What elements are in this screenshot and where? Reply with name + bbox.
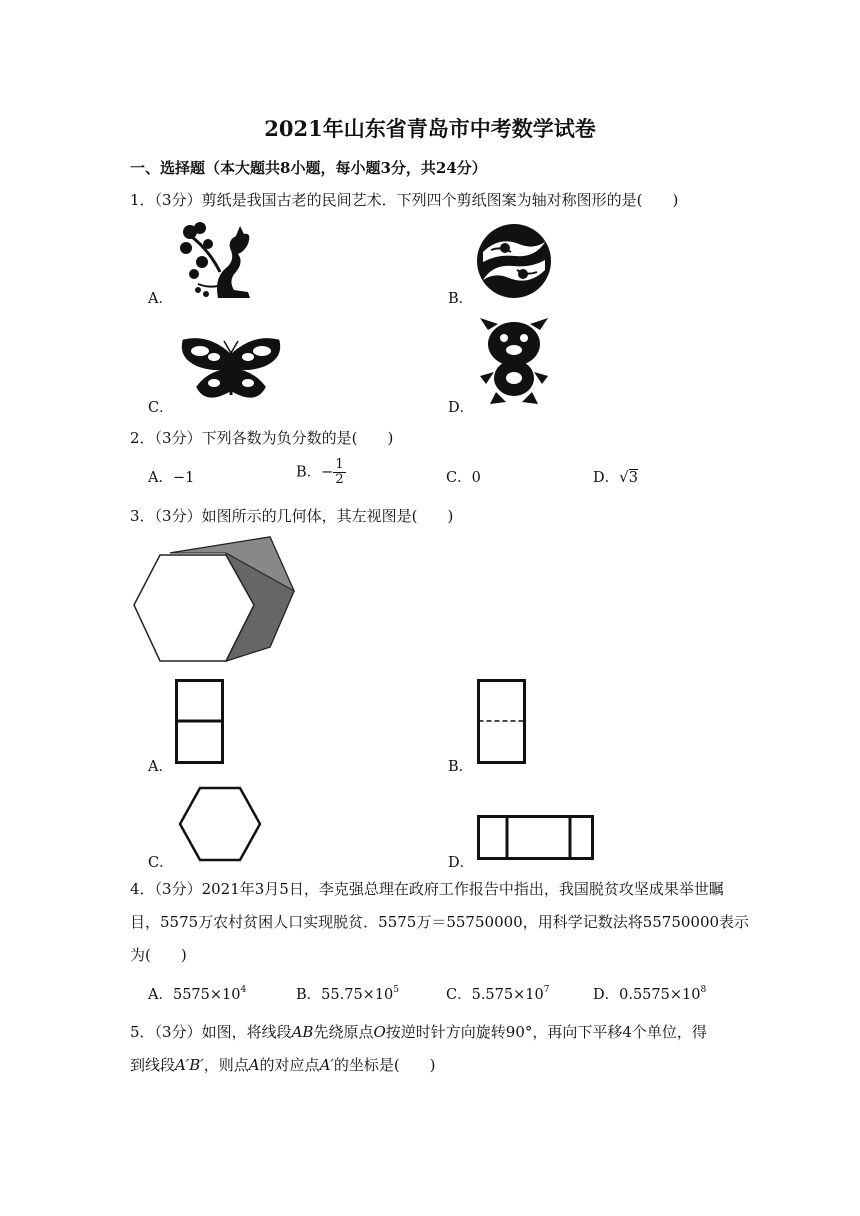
segment-apbp: A′B′ <box>175 1056 204 1074</box>
q5-line-1 <box>130 1021 707 1042</box>
q4-option-d-exponent: 8 <box>700 985 707 995</box>
q4-option-c-text: C．5.575×10 <box>446 987 544 1003</box>
sqrt-radicand: 3 <box>628 470 638 486</box>
papercut-fish-circle-image <box>475 222 553 300</box>
q2-option-d-label: D． <box>593 470 620 486</box>
fraction-numerator: 1 <box>335 457 344 472</box>
q4-line-2: 目，5575万农村贫困人口实现脱贫．5575万＝55750000，用科学记数法将55750000表示 <box>130 913 750 931</box>
q4-option-b-text: B．55.75×10 <box>296 987 394 1003</box>
q4-line-3: 为( ) <box>130 946 187 964</box>
fraction-denominator: 2 <box>335 472 344 487</box>
q2-option-b-label: B． <box>296 464 322 481</box>
fraction <box>333 458 345 487</box>
q2-option-b-sign: − <box>321 464 334 481</box>
q4-option-a <box>148 983 246 1004</box>
q4-option-d-text: D．0.5575×10 <box>593 987 701 1003</box>
q1-option-d-label: D． <box>448 400 475 416</box>
q4-option-b <box>296 983 399 1004</box>
q3-option-b-label: B． <box>448 759 474 775</box>
q4-option-c-exponent: 7 <box>543 985 550 995</box>
segment-ab: AB <box>291 1023 314 1041</box>
q3-option-d-figure <box>477 815 595 861</box>
q2-option-b <box>296 458 346 487</box>
q5-line-2-post: 的坐标是( ) <box>333 1056 436 1074</box>
page-title: 2021年山东省青岛市中考数学试卷 <box>264 116 596 141</box>
section-heading: 一、选择题（本大题共8小题，每小题3分，共24分） <box>130 159 487 177</box>
q2-stem: 2．（3分）下列各数为负分数的是( ) <box>130 429 394 447</box>
q2-option-c: C．0 <box>446 470 481 486</box>
hexagonal-prism-figure <box>130 535 300 665</box>
q4-option-a-exponent: 4 <box>240 985 247 995</box>
point-a: A <box>248 1056 260 1074</box>
q3-option-b-figure <box>477 679 527 765</box>
q3-option-a-figure <box>175 679 225 765</box>
q5-line-1-mid: 先绕原点 <box>313 1023 374 1041</box>
q3-option-a-label: A． <box>148 759 173 775</box>
q1-stem: 1．（3分）剪纸是我国古老的民间艺术．下列四个剪纸图案为轴对称图形的是( ) <box>130 191 679 209</box>
point-a-prime: A′ <box>319 1056 334 1074</box>
q5-line-1-post: 按逆时针方向旋转90°，再向下平移4个单位，得 <box>385 1023 707 1041</box>
q5-line-2-mid2: 的对应点 <box>259 1056 320 1074</box>
q5-line-2 <box>130 1054 436 1075</box>
papercut-pig-image <box>476 314 552 406</box>
q2-option-d <box>593 466 638 487</box>
q4-option-d <box>593 983 706 1004</box>
q4-option-b-exponent: 5 <box>393 985 400 995</box>
q5-line-2-pre: 到线段 <box>130 1056 176 1074</box>
q4-option-c <box>446 983 549 1004</box>
q3-stem: 3．（3分）如图所示的几何体，其左视图是( ) <box>130 507 454 525</box>
q3-option-c-label: C． <box>148 855 174 871</box>
sqrt-sign: √ <box>619 468 629 486</box>
papercut-butterfly-image <box>178 333 284 405</box>
origin-o: O <box>373 1023 386 1041</box>
q4-line-1: 4．（3分）2021年3月5日，李克强总理在政府工作报告中指出，我国脱贫攻坚成果举世瞩 <box>130 880 724 898</box>
q3-option-d-label: D． <box>448 855 475 871</box>
q1-option-b-label: B． <box>448 291 474 307</box>
papercut-bird-tree-image <box>178 218 264 300</box>
q2-option-a: A．−1 <box>148 470 195 486</box>
q5-line-1-pre: 5．（3分）如图，将线段 <box>130 1023 292 1041</box>
q1-option-c-label: C． <box>148 400 174 416</box>
q5-line-2-mid: ，则点 <box>203 1056 249 1074</box>
q3-option-c-figure <box>178 786 262 862</box>
q4-option-a-text: A．5575×10 <box>148 987 241 1003</box>
q1-option-a-label: A． <box>148 291 173 307</box>
